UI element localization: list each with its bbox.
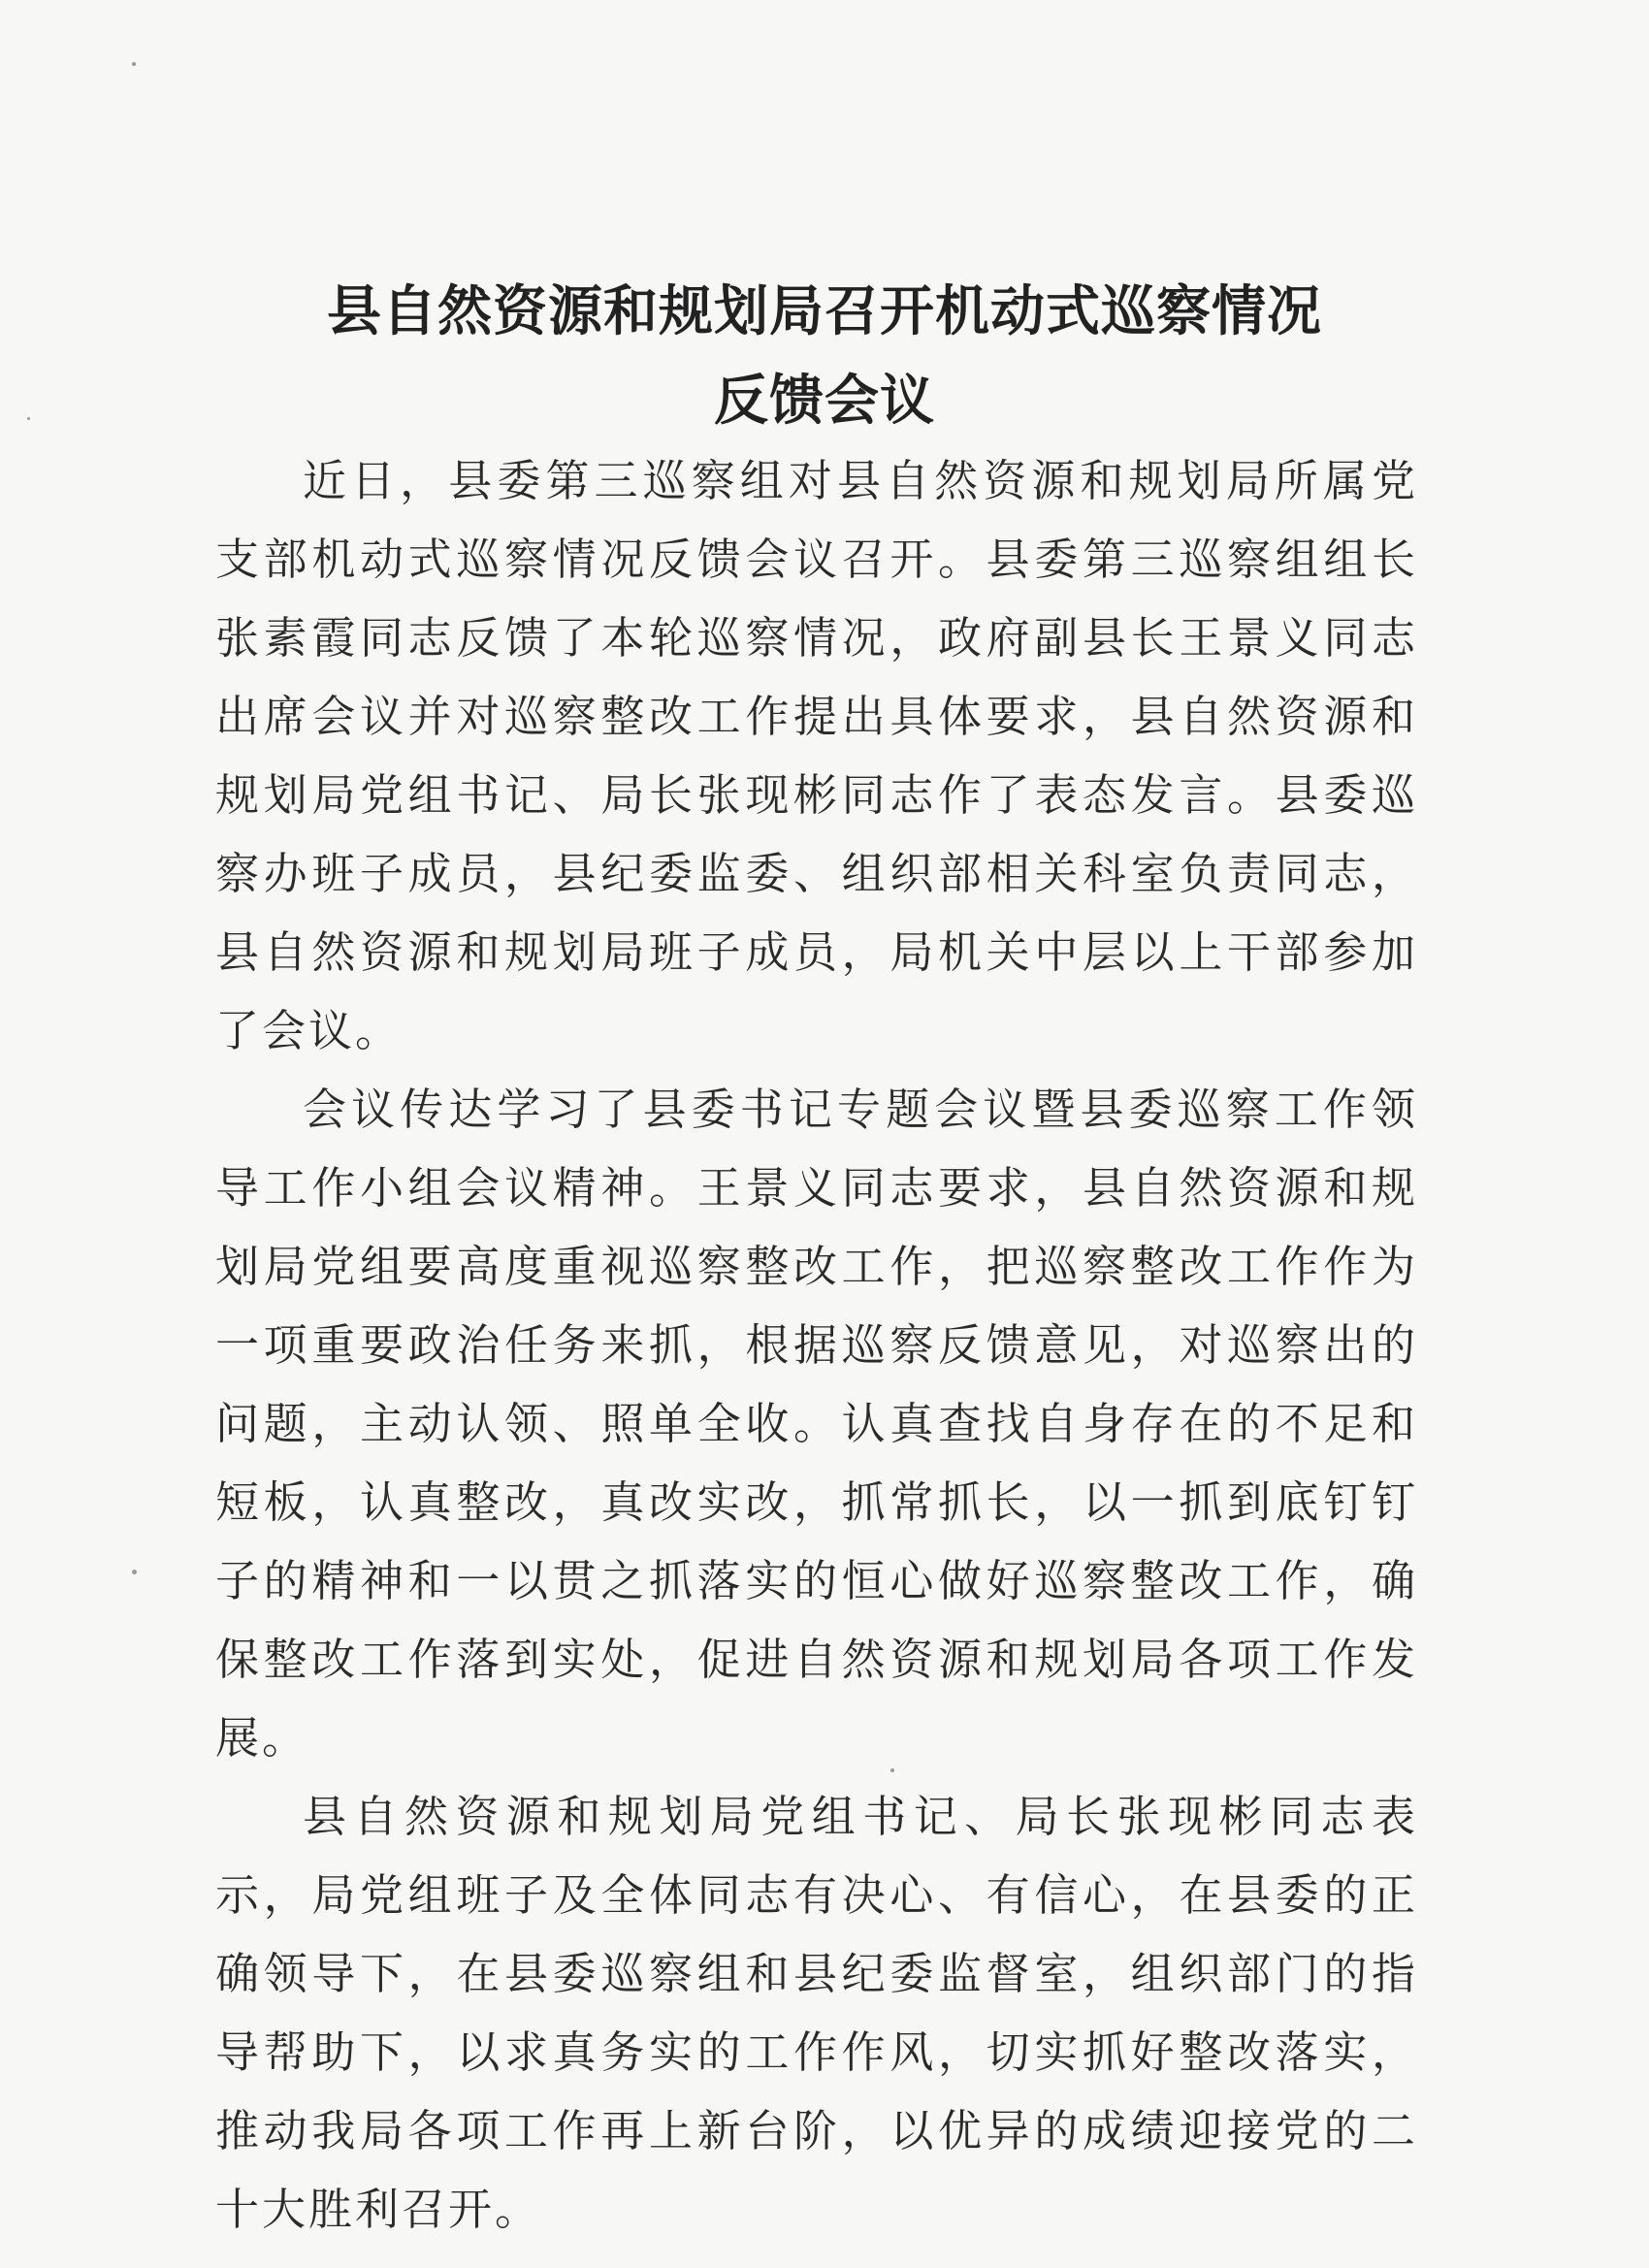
document-body xyxy=(215,441,1418,2249)
scan-speck xyxy=(132,62,136,66)
document-title-line-1: 县自然资源和规划局召开机动式巡察情况 xyxy=(327,279,1322,343)
body-paragraph-1: 近日，县委第三巡察组对县自然资源和规划局所属党支部机动式巡察情况反馈会议召开。县委第三巡察组组长张素霞同志反馈了本轮巡察情况，政府副县长王景义同志出席会议并对巡察整改工作提出具体要求，县自然资源和规划局党组书记、局长张现彬同志作了表态发言。县委巡察办班子成员，县纪委监委、组织部相关科室负责同志，县自然资源和规划局班子成员，局机关中层以上干部参加了会议。 xyxy=(215,455,1418,1056)
document-title-line-2: 反馈会议 xyxy=(714,369,935,433)
document-title xyxy=(0,268,1649,446)
body-paragraph-3: 县自然资源和规划局党组书记、局长张现彬同志表示，局党组班子及全体同志有决心、有信心，在县委的正确领导下，在县委巡察组和县纪委监督室，组织部门的指导帮助下，以求真务实的工作作风，切实抓好整改落实，推动我局各项工作再上新台阶，以优异的成绩迎接党的二十大胜利召开。 xyxy=(215,1791,1418,2235)
scan-speck xyxy=(132,1570,137,1574)
body-paragraph-2: 会议传达学习了县委书记专题会议暨县委巡察工作领导工作小组会议精神。王景义同志要求，县自然资源和规划局党组要高度重视巡察整改工作，把巡察整改工作作为一项重要政治任务来抓，根据巡察反馈意见，对巡察出的问题，主动认领、照单全收。认真查找自身存在的不足和短板，认真整改，真改实改，抓常抓长，以一抓到底钉钉子的精神和一以贯之抓落实的恒心做好巡察整改工作，确保整改工作落到实处，促进自然资源和规划局各项工作发展。 xyxy=(215,1084,1418,1764)
